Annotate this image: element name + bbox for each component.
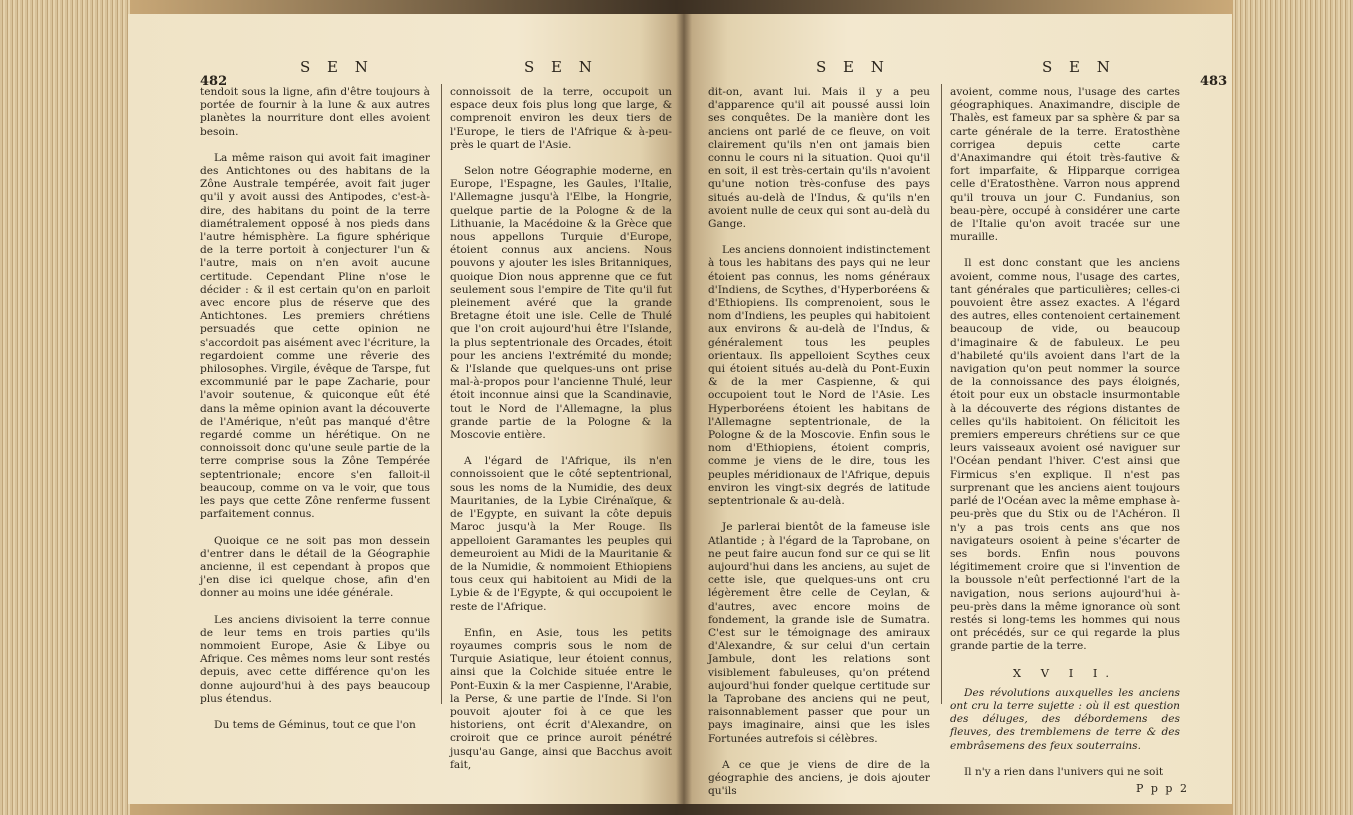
section-number: X V I I.	[1012, 665, 1118, 680]
paragraph: Il n'y a rien dans l'univers qui ne soit	[964, 765, 1164, 778]
paragraph: dit-on, avant lui. Mais il y a peu d'apparence qu'il ait poussé aussi loin ses conquêtes. De la manière dont les anciens ont parlé de ce fleuve, on voit clairement qu'ils n'en ont jamais bien connu le cours ni la situation. Quoi qu'il en soit, il est très-certain qu'ils n'avoient qu'une notion très-confuse des pays situés au-delà de l'Indus, & qu'ils n'en avoient nulle de ceux qui sont au-delà du Gange.	[708, 86, 930, 231]
paragraph: Les anciens divisoient la terre connue de leur tems en trois parties qu'ils nommoient Europe, Asie & Libye ou Afrique. Ces mêmes noms leur sont restés depuis, avec cette différence qu'on les donne aujourd'hui à des pays beaucoup plus étendus.	[200, 613, 430, 705]
paragraph: Les anciens donnoient indistinctement à tous les habitans des pays qui ne leur étoient pas connus, les noms généraux d'Indiens, de Scythes, d'Hyperboréens & d'Ethiopiens. Ils comprenoient, sous le nom d'Indiens, les peuples qui habitoient aux environs & au-delà de l'Indus, & généralement tous les peuples orientaux. Ils appelloient Scythes ceux qui étoient situés au-delà du Pont-Euxin & de la mer Caspienne, & qui occupoient tout le Nord de l'Asie. Les Hyperboréens étoient les habitans de l'Allemagne septentrionale, de la Pologne & de la Moscovie. Enfin sous le nom d'Ethiopiens, étoient compris, comme je viens de le dire, tous les peuples méridionaux de l'Afrique, depuis environ les vingt-six degrés de latitude septentrionale & au-delà.	[708, 244, 930, 508]
page-number: 482	[200, 74, 228, 89]
right-page	[684, 14, 1232, 804]
paragraph: Il est donc constant que les anciens avoient, comme nous, l'usage des cartes, tant générales que particulières; celles-ci pouvoient être assez exactes. A l'égard des autres, elles contenoient certainement beaucoup de vide, ou beaucoup d'imaginaire & de fabuleux. Le peu d'habileté qu'ils avoient dans l'art de la navigation qu'on peut nommer la source de la connoissance des pays éloignés, étoit pour eux un obstacle insurmontable à la découverte des régions distantes de celles qu'ils habitoient. On félicitoit les premiers empereurs chrétiens sur ce que leurs vaisseaux avoient osé naviguer sur l'Océan pendant l'hiver. C'est ainsi que Firmicus s'en explique. Il n'est pas surprenant que les anciens aient toujours parlé de l'Océan avec la même emphase à-peu-près que du Stix ou de l'Achéron. Il n'y a pas trois cents ans que nos navigateurs osoient à peine s'écarter de ses bords. Enfin nous pouvons légitimement croire que si l'invention de la boussole n'eût perfectionné l'art de la navigation, nous serions aujourd'hui à-peu-près dans la même ignorance où sont restés si long-tems les hommes qui nous ont précédés, sur ce qui regarde la plus grande partie de la terre.	[950, 257, 1180, 653]
right-page-column-1	[708, 86, 930, 804]
paragraph: La même raison qui avoit fait imaginer des Antichtones ou des habitans de la Zône Australe tempérée, avoit fait juger qu'il y avoit aussi des Antipodes, c'est-à-dire, des habitans du point de la terre diamétralement opposé à nos pieds dans l'autre hémisphère. La figure sphérique de la terre portoit à conjecturer l'un & l'autre, mais on n'en avoit aucune certitude. Cependant Pline n'ose le décider : & il est certain qu'on en parloit avec encore plus de réserve que des Antichtones. Les premiers chrétiens persuadés que cette opinion ne s'accordoit pas aisément avec l'écriture, la regardoient comme une rêverie des philosophes. Virgile, évêque de Tarspe, fut excommunié par le pape Zacharie, pour l'avoir soutenue, & quiconque eût été dans la même opinion avant la découverte de l'Amérique, n'eût pas manqué d'être regardé comme un hérétique. On ne connoissoit donc qu'une seule partie de la terre comprise sous la Zône Tempérée septentrionale; encore s'en falloit-il beaucoup, comme on va le voir, que tous les pays que cette Zône renferme fussent parfaitement connus.	[200, 151, 430, 521]
paragraph: avoient, comme nous, l'usage des cartes géographiques. Anaximandre, disciple de Thalès, est fameux par sa sphère & par sa carte générale de la terre. Eratosthène corrigea depuis cette carte d'Anaximandre qui étoit très-fautive & fort imparfaite, & Hipparque corrigea celle d'Eratosthène. Varron nous apprend qu'il trouva un jour C. Fundanius, son beau-père, occupé à considérer une carte de l'Italie qu'on avoit tracée sur une muraille.	[950, 86, 1180, 244]
paragraph: Quoique ce ne soit pas mon dessein d'entrer dans le détail de la Géographie ancienne, il est cependant à propos que j'en dise ici quelque chose, afin d'en donner au moins une idée générale.	[200, 534, 430, 600]
paragraph: connoissoit de la terre, occupoit un espace deux fois plus long que large, & comprenoit environ les deux tiers de l'Europe, le tiers de l'Afrique & à-peu-près le quart de l'Asie.	[450, 86, 672, 151]
book-gutter	[676, 10, 692, 810]
left-page	[128, 14, 684, 804]
left-page-column-2	[450, 86, 672, 785]
paragraph: tendoit sous la ligne, afin d'être toujours à portée de fournir à la lune & aux autres planètes la nourriture dont elles avoient besoin.	[200, 86, 430, 138]
section-title: Des révolutions auxquelles les anciens ont cru la terre sujette : où il est question des déluges, des débordemens des fleuves, des tremblemens de terre & des embrâsemens des feux souterrains.	[950, 686, 1180, 752]
paragraph: Je parlerai bientôt de la fameuse isle Atlantide ; à l'égard de la Taprobane, on ne peut faire aucun fond sur ce qui se lit aujourd'hui dans les anciens, au sujet de cette isle, que quelques-uns ont cru légèrement être celle de Ceylan, & d'autres, avec encore moins de fondement, la grande isle de Sumatra. C'est sur le témoignage des amiraux d'Alexandre, & sur celui d'un certain Jambule, dont les relations sont visiblement fabuleuses, qu'on prétend aujourd'hui fonder quelque certitude sur la Taprobane des anciens qui ne peut, raisonnablement passer que pour un pays imaginaire, ainsi que les isles Fortunées autrefois si célèbres.	[708, 521, 930, 745]
paragraph: Enfin, en Asie, tous les petits royaumes compris sous le nom de Turquie Asiatique, leur étoient connus, ainsi que la Colchide située entre le Pont-Euxin & la mer Caspienne, l'Arabie, la Perse, & une partie de l'Inde. Si l'on pouvoit ajouter foi à ce que les historiens, ont écrit d'Alexandre, on croiroit que ce prince auroit pénétré jusqu'au Gange, ainsi que Bacchus avoit fait,	[450, 626, 672, 771]
paragraph: A ce que je viens de dire de la géographie des anciens, je dois ajouter qu'ils	[708, 758, 930, 798]
signature-mark: P p p 2	[1136, 782, 1189, 795]
paragraph: A l'égard de l'Afrique, ils n'en connoissoient que le côté septentrional, sous les noms de la Numidie, des deux Mauritanies, de la Lybie Cirénaïque, & de l'Egypte, en suivant la côte depuis Maroc jusqu'à la Mer Rouge. Ils appelloient Garamantes les peuples qui demeuroient au Midi de la Mauritanie & de la Numidie, & nommoient Ethiopiens tous ceux qui habitoient au Midi de la Lybie & de l'Egypte, & qui occupoient le reste de l'Afrique.	[450, 455, 672, 613]
right-page-column-2	[950, 86, 1180, 792]
page-number: 483	[1200, 74, 1228, 89]
paragraph: Selon notre Géographie moderne, en Europe, l'Espagne, les Gaules, l'Italie, l'Allemagne jusqu'à l'Elbe, la Hongrie, quelque partie de la Pologne & de la Lithuanie, la Macédoine & la Grèce que nous appellons Turquie d'Europe, étoient connus aux anciens. Nous pouvons y ajouter les isles Britanniques, quoique Dion nous apprenne que ce fut seulement sous l'empire de Tite qu'il fut pleinement avéré que la grande Bretagne étoit une isle. Celle de Thulé que l'on croit aujourd'hui être l'Islande, la plus septentrionale des Orcades, étoit pour les anciens l'extrémité du monde; & l'Islande que quelques-uns ont prise mal-à-propos pour l'ancienne Thulé, leur étoit inconnue ainsi que la Scandinavie, tout le Nord de l'Allemagne, la plus grande partie de la Pologne & la Moscovie entière.	[450, 165, 672, 442]
book-page-edges-left	[0, 0, 130, 815]
book-page-edges-right	[1233, 0, 1353, 815]
paragraph: Du tems de Géminus, tout ce que l'on	[214, 718, 416, 731]
running-head-left: S E N	[300, 58, 374, 76]
column-rule	[941, 84, 942, 704]
column-rule	[441, 84, 442, 704]
left-page-column-1	[200, 86, 430, 745]
running-head-right: S E N	[816, 58, 890, 76]
running-head-left-2: S E N	[524, 58, 598, 76]
running-head-right-2: S E N	[1042, 58, 1116, 76]
